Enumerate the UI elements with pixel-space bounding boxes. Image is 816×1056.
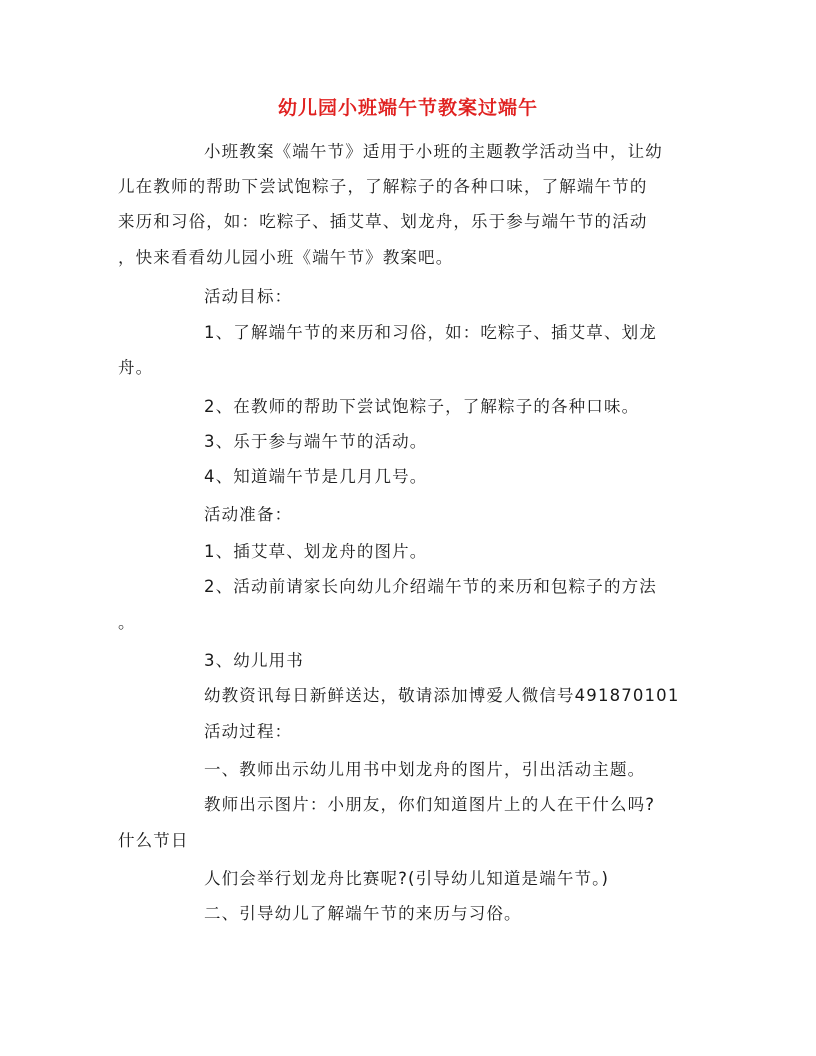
process-step-1-text-cont: 什么节日 — [118, 831, 189, 850]
paragraph-line-intro-1: 小班教案《端午节》适用于小班的主题教学活动当中，让幼 — [204, 142, 663, 161]
goal-item-1-cont: 舟。 — [118, 358, 154, 377]
process-step-2: 二、引导幼儿了解端午节的来历与习俗。 — [204, 904, 522, 923]
process-step-1: 一、教师出示幼儿用书中划龙舟的图片，引出活动主题。 — [204, 760, 646, 779]
goal-item-4: 4、知道端午节是几月几号。 — [204, 467, 428, 486]
paragraph-line-intro-3: 来历和习俗，如：吃粽子、插艾草、划龙舟，乐于参与端午节的活动 — [118, 212, 648, 231]
document-title: 幼儿园小班端午节教案过端午 — [277, 97, 538, 119]
prep-item-3: 3、幼儿用书 — [204, 651, 304, 670]
prep-item-2: 2、活动前请家长向幼儿介绍端午节的来历和包粽子的方法 — [204, 577, 657, 596]
process-step-1-text-2: 人们会举行划龙舟比赛呢?(引导幼儿知道是端午节。) — [204, 869, 610, 888]
prep-item-2-cont: 。 — [118, 613, 136, 632]
goal-item-2: 2、在教师的帮助下尝试饱粽子，了解粽子的各种口味。 — [204, 397, 640, 416]
goal-item-1: 1、了解端午节的来历和习俗，如：吃粽子、插艾草、划龙 — [204, 323, 657, 342]
section-heading-goals: 活动目标： — [204, 287, 293, 306]
paragraph-line-intro-2: 儿在教师的帮助下尝试饱粽子，了解粽子的各种口味，了解端午节的 — [118, 177, 648, 196]
section-heading-preparation: 活动准备： — [204, 505, 293, 524]
paragraph-line-intro-4: ，快来看看幼儿园小班《端午节》教案吧。 — [118, 248, 454, 267]
goal-item-3: 3、乐于参与端午节的活动。 — [204, 432, 428, 451]
process-step-1-text: 教师出示图片：小朋友，你们知道图片上的人在干什么吗? — [204, 795, 656, 814]
promo-line: 幼教资讯每日新鲜送达，敬请添加博爱人微信号491870101 — [204, 686, 680, 705]
section-heading-process: 活动过程： — [204, 722, 293, 741]
prep-item-1: 1、插艾草、划龙舟的图片。 — [204, 542, 428, 561]
